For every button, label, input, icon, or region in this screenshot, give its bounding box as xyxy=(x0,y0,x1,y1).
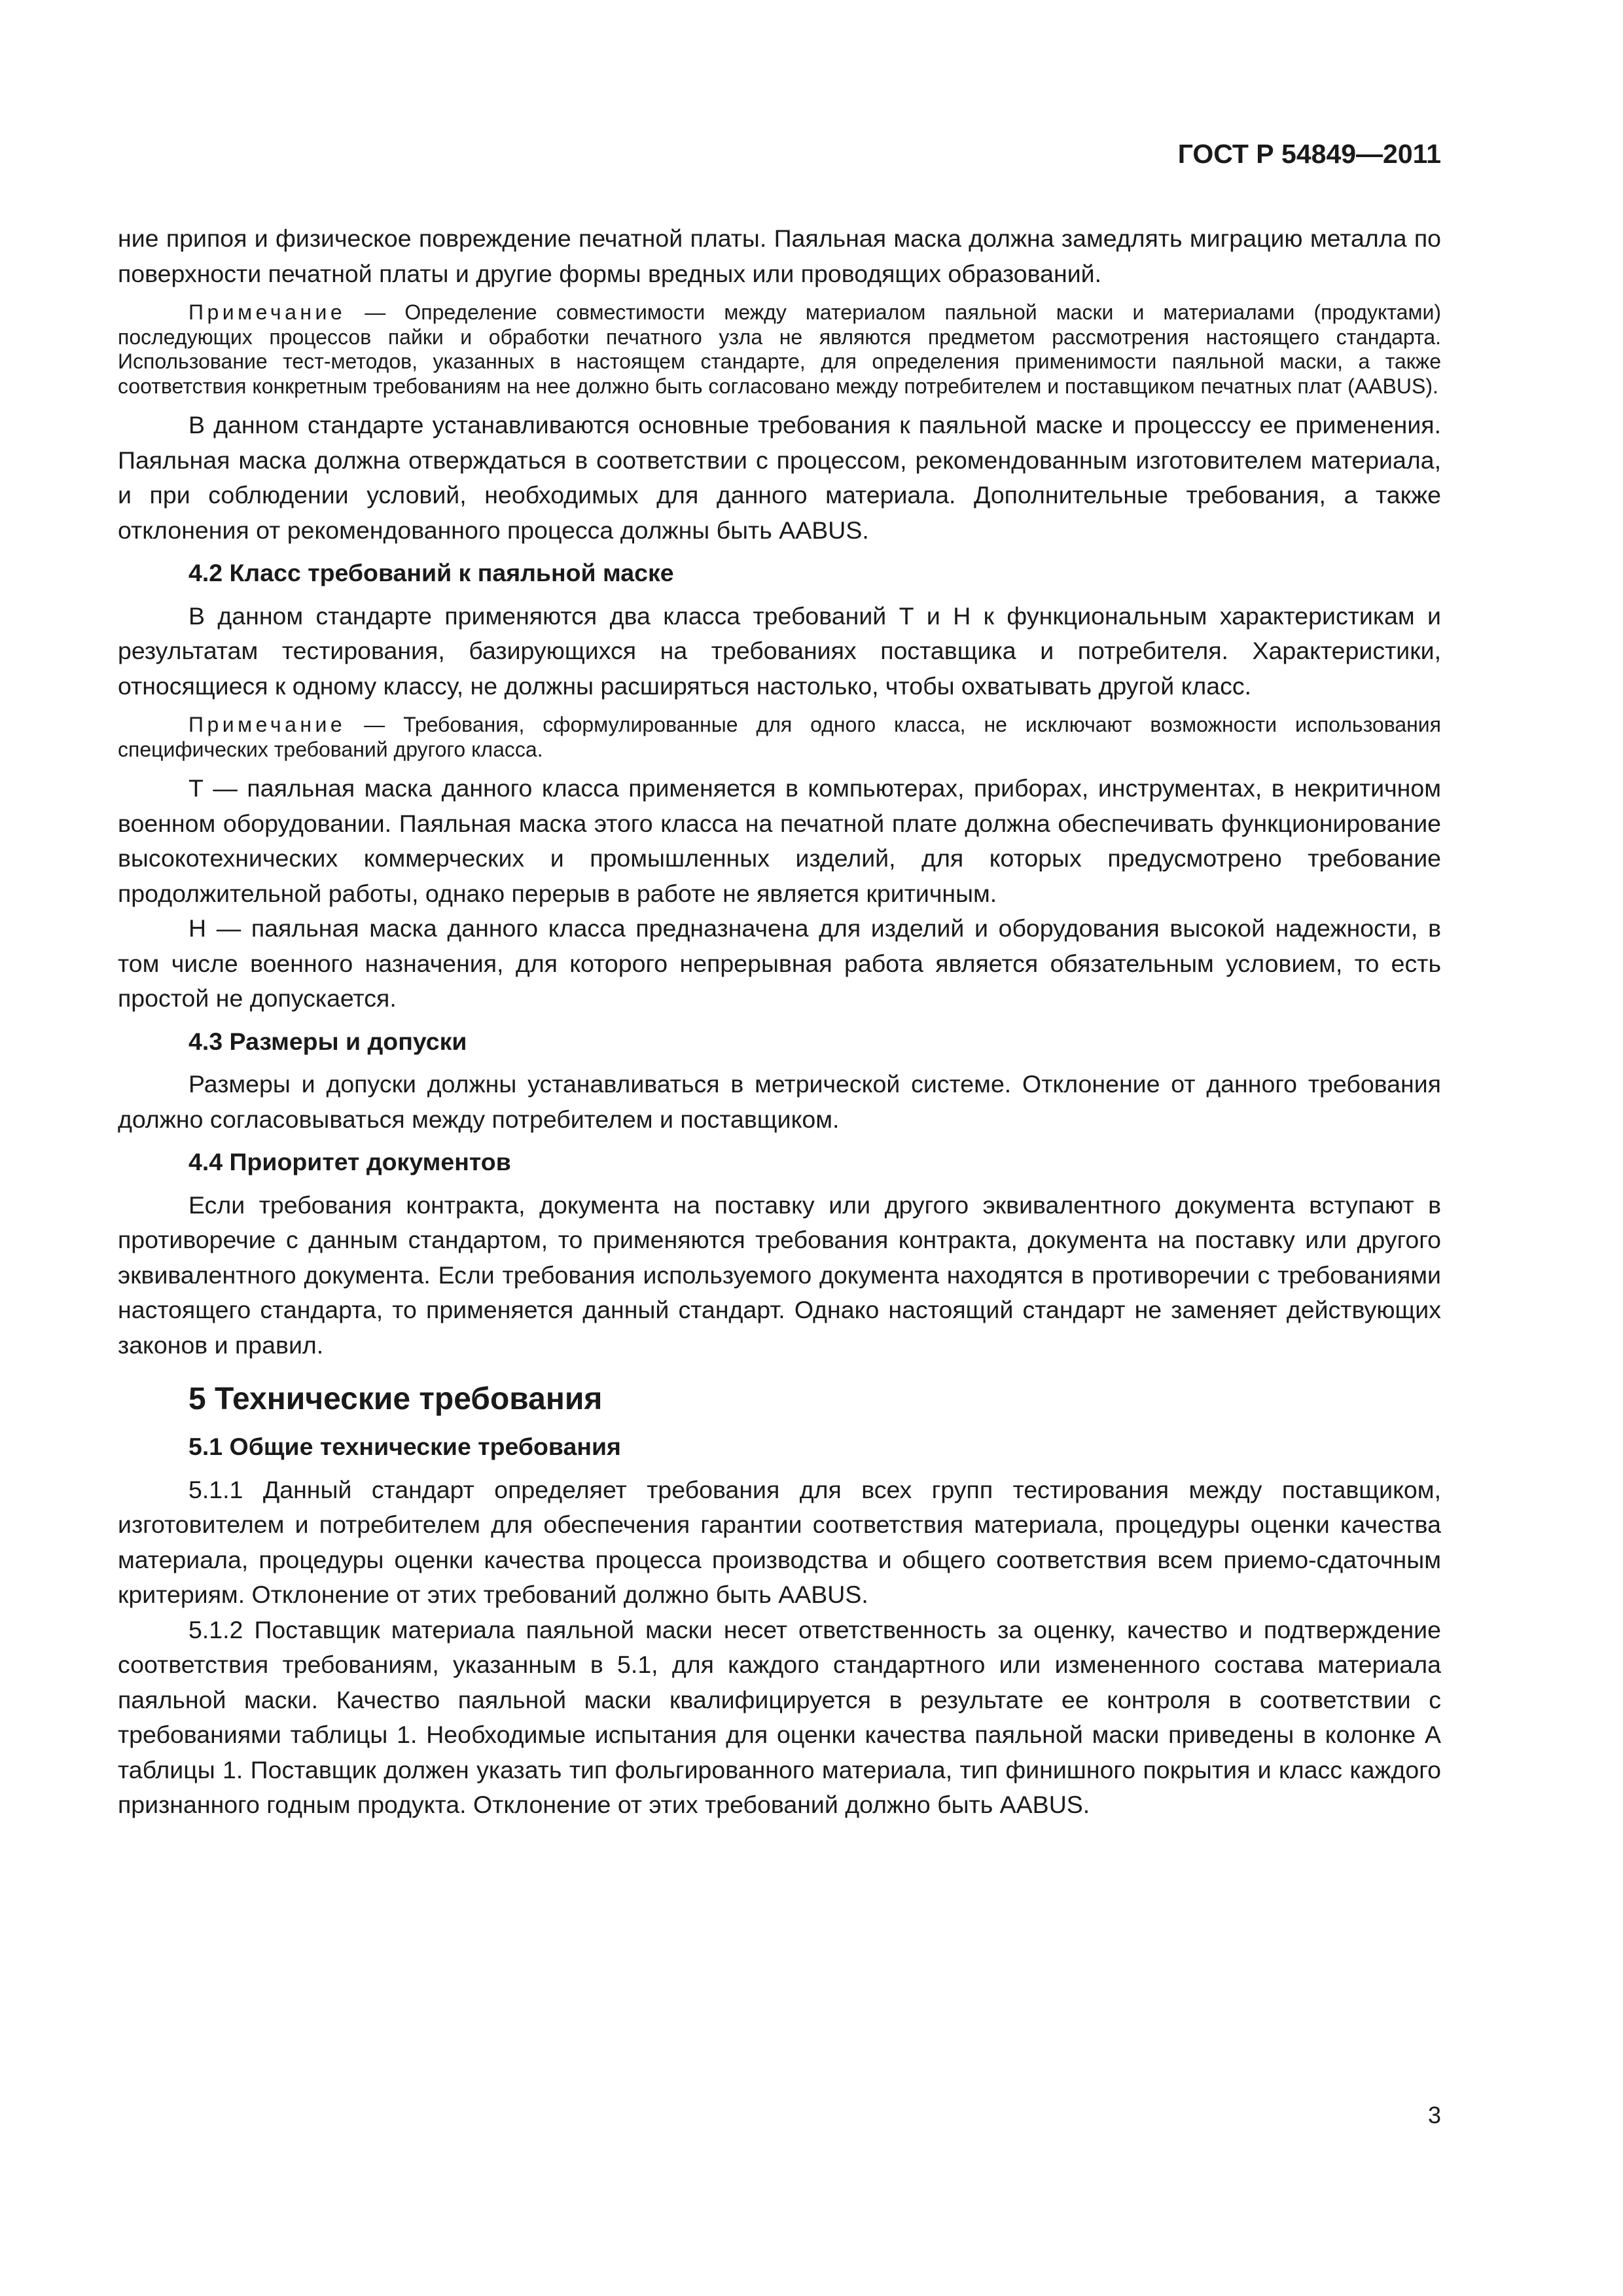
paragraph-requirement-classes: В данном стандарте применяются два класса требований Т и Н к функциональным характеристикам и результатам тестирования, базирующихся на требованиях поставщика и потребителя. Характеристики, относящиеся к одному классу, не должны расширяться настолько, чтобы охватывать другой класс. xyxy=(118,601,1441,700)
section-heading-4-2: 4.2 Класс требований к паяльной маске xyxy=(188,559,674,586)
paragraph-continuation: ние припоя и физическое повреждение печатной платы. Паяльная маска должна замедлять миграцию металла по поверхности печатной платы и другие формы вредных или проводящих образований. xyxy=(118,224,1441,287)
note-label: Примечание xyxy=(188,713,346,736)
paragraph-document-priority: Если требования контракта, документа на поставку или другого эквивалентного документа вступают в противоречие с данным стандартом, то применяются требования контракта, документа на поставку или другого эквивалентного документа. Если требования используемого документа находятся в противоречии с требованиями настоящего стандарта, то применяется данный стандарт. Однако настоящий стандарт не заменяет действующих законов и правил. xyxy=(118,1191,1441,1359)
section-heading-5-1: 5.1 Общие технические требования xyxy=(188,1433,621,1460)
paragraph-dimensions: Размеры и допуски должны устанавливаться в метрической системе. Отклонение от данного требования должно согласовываться между потребителем и поставщиком. xyxy=(118,1070,1441,1133)
paragraph-5-1-1: 5.1.1 Данный стандарт определяет требования для всех групп тестирования между поставщиком, изготовителем и потребителем для обеспечения гарантии соответствия материала, процедуры оценки качества материала, процедуры оценки качества процесса производства и общего соответствия всем приемо-сдаточным критериям. Отклонение от этих требований должно быть AABUS. xyxy=(118,1475,1441,1608)
section-heading-4-4: 4.4 Приоритет документов xyxy=(188,1148,511,1175)
section-heading-5: 5 Технические требования xyxy=(188,1382,603,1416)
note-compatibility xyxy=(118,300,1441,399)
note-label: Примечание xyxy=(188,300,346,324)
paragraph-basic-requirements: В данном стандарте устанавливаются основные требования к паяльной маске и процесссу ее применения. Паяльная маска должна отверждаться в соответствии с процессом, рекомендованным изготовителем материала, и при соблюдении условий, необходимых для данного материала. Дополнительные требования, а также отклонения от рекомендованного процесса должны быть AABUS. xyxy=(118,411,1441,544)
section-heading-4-3: 4.3 Размеры и допуски xyxy=(188,1027,467,1055)
note-text: — Определение совместимости между материалом паяльной маски и материалами (продуктами) последующих процессов пайки и обработки печатного узла не являются предметом рассмотрения настоящего стандарта. Использование тест-методов, указанных в настоящем стандарте, для определения применимости паяльной маски, а также соответствия конкретным требованиям на нее должно быть согласовано между потребителем и поставщиком печатных плат (AABUS). xyxy=(118,300,1441,398)
paragraph-5-1-2: 5.1.2 Поставщик материала паяльной маски несет ответственность за оценку, качество и подтверждение соответствия требованиям, указанным в 5.1, для каждого стандартного или измененного состава материала паяльной маски. Качество паяльной маски квалифицируется в результате ее контроля в соответствии с требованиями таблицы 1. Необходимые испытания для оценки качества паяльной маски приведены в колонке А таблицы 1. Поставщик должен указать тип фольгированного материала, тип финишного покрытия и класс каждого признанного годным продукта. Отклонение от этих требований должно быть AABUS. xyxy=(118,1615,1441,1818)
note-classes xyxy=(118,713,1441,762)
page-number: 3 xyxy=(1427,2102,1441,2128)
document-body xyxy=(118,221,1441,1823)
document-header: ГОСТ Р 54849—2011 xyxy=(1177,139,1441,169)
paragraph-class-h: Н — паяльная маска данного класса предназначена для изделий и оборудования высокой надежности, в том числе военного назначения, для которого непрерывная работа является обязательным условием, то есть простой не допускается. xyxy=(118,914,1441,1012)
paragraph-class-t: Т — паяльная маска данного класса применяется в компьютерах, приборах, инструментах, в некритичном военном оборудовании. Паяльная маска этого класса на печатной плате должна обеспечивать функционирование высокотехнических коммерческих и промышленных изделий, для которых предусмотрено требование продолжительной работы, однако перерыв в работе не является критичным. xyxy=(118,774,1441,907)
note-text: — Требования, сформулированные для одного класса, не исключают возможности использования специфических требований другого класса. xyxy=(118,713,1441,761)
